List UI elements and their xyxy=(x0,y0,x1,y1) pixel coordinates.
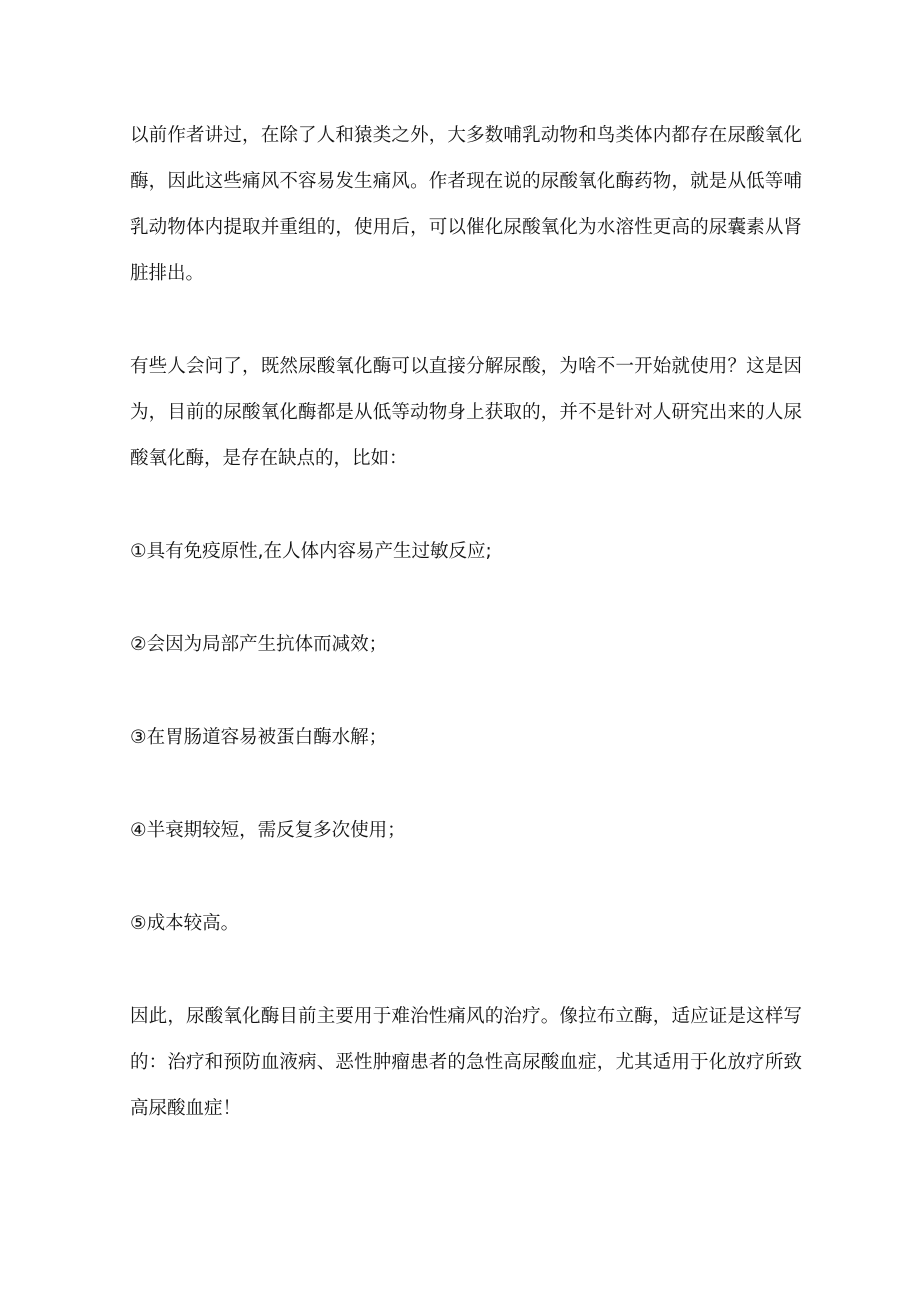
list-item-antibody: ②会因为局部产生抗体而减效； xyxy=(130,634,388,655)
paragraph-uricase-intro: 以前作者讲过，在除了人和猿类之外，大多数哺乳动物和鸟类体内都存在尿酸氧化酶，因此这些痛风不容易发生痛风。作者现在说的尿酸氧化酶药物，就是从低等哺乳动物体内提取并重组的，使用后，可以催化尿酸氧化为水溶性更高的尿囊素从肾脏排出。 xyxy=(130,125,802,284)
list-item-cost: ⑤成本较高。 xyxy=(130,913,240,934)
document-body xyxy=(130,113,802,1132)
list-item-protease: ③在胃肠道容易被蛋白酶水解； xyxy=(130,727,388,748)
paragraph-rasburicase: 因此，尿酸氧化酶目前主要用于难治性痛风的治疗。像拉布立酶，适应证是这样写的：治疗和预防血液病、恶性肿瘤患者的急性高尿酸血症，尤其适用于化放疗所致高尿酸血症！ xyxy=(130,1006,802,1119)
list-item-immunogenicity: ①具有免疫原性,在人体内容易产生过敏反应; xyxy=(130,541,492,562)
paragraph-uricase-question: 有些人会问了，既然尿酸氧化酶可以直接分解尿酸，为啥不一开始就使用？这是因为，目前的尿酸氧化酶都是从低等动物身上获取的，并不是针对人研究出来的人尿酸氧化酶，是存在缺点的，比如： xyxy=(130,356,802,469)
list-item-half-life: ④半衰期较短，需反复多次使用； xyxy=(130,820,406,841)
